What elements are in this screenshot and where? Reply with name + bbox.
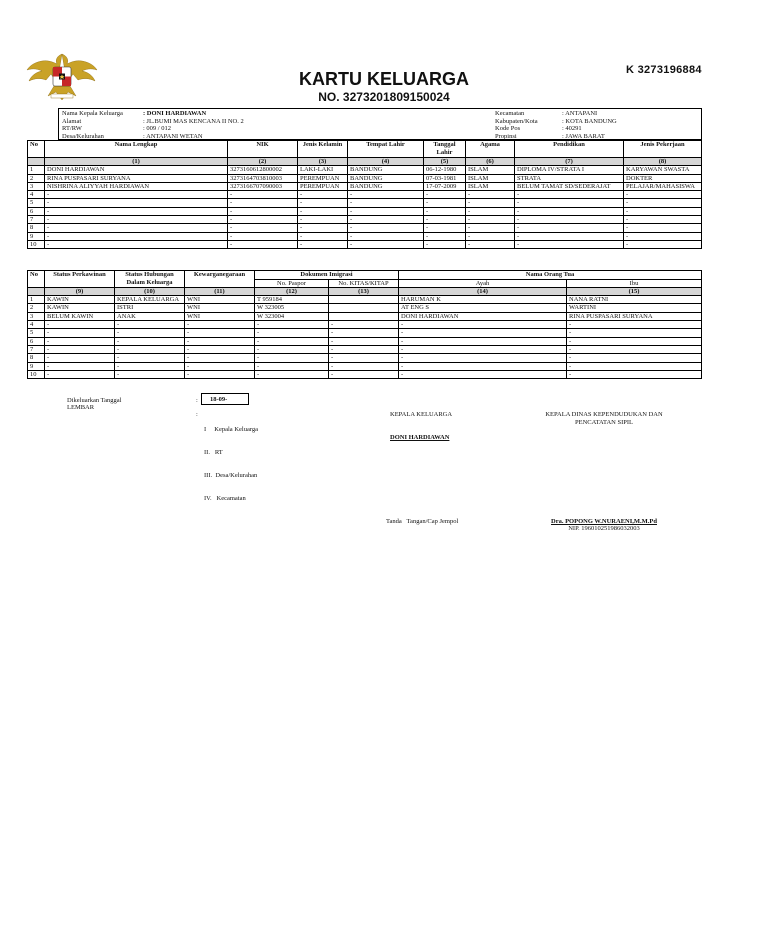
table-row [28,296,702,304]
number-cell: (14) [399,287,567,295]
document-title: KARTU KELUARGA [299,69,469,89]
header-marital-status: Status Perkawinan [45,271,115,288]
table-cell: - [624,207,702,215]
table-cell: KAWIN [45,296,115,304]
table-row [28,321,702,329]
table-cell: - [624,191,702,199]
table-cell: - [399,329,567,337]
table-cell: - [466,232,515,240]
table-cell: - [45,329,115,337]
number-cell: (11) [185,287,255,295]
table-cell: 4 [28,191,45,199]
number-cell: (9) [45,287,115,295]
value-province: : JAWA BARAT [562,132,605,140]
label-village: Desa/Kelurahan [62,132,104,140]
card-serial-number: K 3273196884 [626,64,702,76]
table-cell: - [45,362,115,370]
table-cell: 9 [28,232,45,240]
table-cell: - [515,232,624,240]
table-cell: 3273166707090003 [228,182,298,190]
header-occupation: Jenis Pekerjaan [624,141,702,158]
table-row [28,199,702,207]
table-cell: - [348,240,424,248]
table-cell: AT ENG S [399,304,567,312]
table-row [28,312,702,320]
table-cell: RINA PUSPASARI SURYANA [45,174,228,182]
table-cell: - [329,370,399,378]
table-row [28,362,702,370]
table-cell: - [228,232,298,240]
table-cell: WNI [185,296,255,304]
table-cell: 7 [28,216,45,224]
table-row [28,304,702,312]
table-cell: - [45,370,115,378]
header-nik: NIK [228,141,298,158]
table-cell: - [255,329,329,337]
table-cell: - [228,224,298,232]
number-cell: (10) [115,287,185,295]
table-cell: - [348,191,424,199]
table-cell: - [515,191,624,199]
family-members-table [27,140,702,249]
table-cell: - [399,354,567,362]
table-cell: 3 [28,182,45,190]
table-cell: W 323004 [255,312,329,320]
table-cell: 06-12-1980 [424,166,466,174]
table-cell: - [399,321,567,329]
table-cell: DOKTER [624,174,702,182]
table1-header-row [28,141,702,158]
table-cell: - [466,240,515,248]
table-row [28,232,702,240]
header-education: Pendidikan [515,141,624,158]
table-cell: - [329,362,399,370]
table-cell: - [45,345,115,353]
table-cell: - [466,216,515,224]
table-cell: NANA RATNI [567,296,702,304]
table-row [28,329,702,337]
table-cell: - [298,199,348,207]
table-cell: RINA PUSPASARI SURYANA [567,312,702,320]
table-cell: 10 [28,240,45,248]
table-cell: HARUMAN K [399,296,567,304]
table-cell: - [255,337,329,345]
table-cell: 6 [28,207,45,215]
header-right-labels [495,110,538,140]
table-cell: - [115,329,185,337]
value-district: : ANTAPANI [562,110,598,117]
table-cell: - [567,321,702,329]
table-cell: ISLAM [466,182,515,190]
table-cell: 2 [28,304,45,312]
header-immigration-docs: Dokumen Imigrasi [255,271,399,280]
table-cell: - [115,370,185,378]
table-cell: - [45,216,228,224]
table-cell: - [624,232,702,240]
header-full-name: Nama Lengkap [45,141,228,158]
table-cell: - [228,207,298,215]
table-row [28,224,702,232]
number-cell: (12) [255,287,329,295]
issued-date-value: 18-09- [201,393,249,405]
table-cell: - [624,224,702,232]
label-head-name: Nama Kepala Keluarga [62,110,123,117]
table-cell: 07-03-1981 [424,174,466,182]
sheet-distribution-list [204,411,258,510]
table-cell: - [228,216,298,224]
number-cell [28,287,45,295]
number-cell: (1) [45,158,228,166]
header-sex: Jenis Kelamin [298,141,348,158]
table-cell: BELUM KAWIN [45,312,115,320]
sheet-item: I Kepala Keluarga [204,426,259,434]
table-cell: - [424,240,466,248]
table-cell: - [298,191,348,199]
table-cell: BELUM TAMAT SD/SEDERAJAT [515,182,624,190]
table-row [28,345,702,353]
header-parents: Nama Orang Tua [399,271,702,280]
table-cell: - [424,232,466,240]
table-cell: - [399,362,567,370]
table-cell: 3 [28,312,45,320]
table-cell: - [45,240,228,248]
table-cell: - [567,329,702,337]
value-address: : JL.BUMI MAS KENCANA II NO. 2 [143,117,244,125]
number-cell: (8) [624,158,702,166]
table-cell: 4 [28,321,45,329]
header-no: No [28,271,45,288]
table-row [28,370,702,378]
table-cell: - [185,337,255,345]
table-cell: ISTRI [115,304,185,312]
table-cell: - [115,337,185,345]
table-cell: - [298,224,348,232]
table-cell: - [185,362,255,370]
table-cell: BANDUNG [348,174,424,182]
number-cell: (3) [298,158,348,166]
table-cell: - [298,232,348,240]
header-birthplace: Tempat Lahir [348,141,424,158]
table-cell: - [424,224,466,232]
table-cell: - [329,321,399,329]
table-cell: - [185,370,255,378]
table-cell: - [567,354,702,362]
table-cell: 2 [28,174,45,182]
department-title-line1: KEPALA DINAS KEPENDUDUKAN DAN [545,411,663,418]
table-cell: - [348,199,424,207]
table-cell: - [45,191,228,199]
sheet-colon: : [196,411,198,418]
table1-number-row [28,158,702,166]
table-cell: - [185,321,255,329]
number-cell: (2) [228,158,298,166]
table2-header-row [28,271,702,280]
official-name: Dra. POPONG W.NURAENI,M.M.Pd [551,518,657,525]
table-cell: - [45,354,115,362]
table-row [28,337,702,345]
table-cell: - [228,191,298,199]
table-cell: - [115,345,185,353]
table-cell: - [515,199,624,207]
table-cell: - [329,329,399,337]
table-cell: - [45,232,228,240]
value-postal-code: : 40291 [562,125,582,133]
table-cell: - [399,337,567,345]
table-cell: KARYAWAN SWASTA [624,166,702,174]
table-cell: PEREMPUAN [298,182,348,190]
table-cell: - [466,191,515,199]
family-head-name: DONI HARDIAWAN [390,434,450,441]
number-cell: (7) [515,158,624,166]
table-cell: PELAJAR/MAHASISWA [624,182,702,190]
table-cell: ISLAM [466,166,515,174]
subheader-father: Ayah [399,279,567,287]
number-cell: (13) [329,287,399,295]
table-cell: - [567,370,702,378]
table-cell: - [115,354,185,362]
table-cell: - [185,329,255,337]
header-no: No [28,141,45,158]
table-cell: - [624,216,702,224]
table-row [28,240,702,248]
table-cell: - [466,224,515,232]
table-cell: ANAK [115,312,185,320]
table-cell: DONI HARDIAWAN [45,166,228,174]
table-cell: NISHRINA ALIYYAH HARDIAWAN [45,182,228,190]
table-cell: 10 [28,370,45,378]
table-cell: - [567,362,702,370]
header-birthdate: Tanggal Lahir [424,141,466,158]
table-row [28,216,702,224]
family-head-title: KEPALA KELUARGA [390,411,453,418]
table-cell: - [424,207,466,215]
table-cell: - [348,207,424,215]
table-cell: STRATA [515,174,624,182]
table-cell: - [515,216,624,224]
table-cell: - [228,240,298,248]
official-nip: NIP. 196010251986032003 [568,525,640,532]
label-address: Alamat [62,117,82,125]
table-cell: - [255,354,329,362]
table-cell: - [115,321,185,329]
table-row [28,174,702,182]
label-postal-code: Kode Pos [495,125,521,133]
subheader-passport: No. Paspor [255,279,329,287]
table-cell: - [424,199,466,207]
table-cell: - [298,240,348,248]
table-cell: - [45,224,228,232]
value-village: : ANTAPANI WETAN [143,132,203,140]
issued-date-colon: : [196,397,198,404]
table-cell: KEPALA KELUARGA [115,296,185,304]
sheet-label: LEMBAR [67,404,95,411]
header-religion: Agama [466,141,515,158]
sheet-item: IV. Kecamatan [204,494,246,502]
table-cell: 3273160612800002 [228,166,298,174]
table-cell: WNI [185,304,255,312]
table-cell: 9 [28,362,45,370]
table-cell: - [255,362,329,370]
header-citizenship: Kewarganegaraan [185,271,255,288]
table-cell: 8 [28,354,45,362]
table-cell: - [348,224,424,232]
header-left-labels [62,110,123,140]
table-cell: - [424,216,466,224]
table-cell: - [466,207,515,215]
table-cell: - [45,199,228,207]
number-cell: (5) [424,158,466,166]
table-cell: - [115,362,185,370]
label-rt-rw: RT/RW [62,125,82,133]
sheet-item: III. Desa/Kelurahan [204,471,258,479]
table-cell: - [255,321,329,329]
table-cell: - [515,207,624,215]
table-cell: - [298,207,348,215]
subheader-mother: Ibu [567,279,702,287]
table-cell: - [298,216,348,224]
table-cell: - [228,199,298,207]
table-cell [329,312,399,320]
table-cell: 5 [28,199,45,207]
sheet-item: II. RT [204,448,223,456]
table-cell: - [424,191,466,199]
table-cell: - [567,337,702,345]
table-cell: - [348,216,424,224]
label-city: Kabupaten/Kota [495,117,538,125]
table-cell: - [515,240,624,248]
table-cell: 6 [28,337,45,345]
number-cell [28,158,45,166]
table-cell: 3273164703810003 [228,174,298,182]
number-cell: (4) [348,158,424,166]
table-cell: DIPLOMA IV/STRATA I [515,166,624,174]
table-cell: BANDUNG [348,166,424,174]
table-row [28,207,702,215]
table-cell: - [255,370,329,378]
table-cell: - [329,345,399,353]
header-relationship: Status Hubungan Dalam Keluarga [115,271,185,288]
table-cell: - [466,199,515,207]
family-card-number: NO. 3273201809150024 [318,90,450,104]
table2-number-row [28,287,702,295]
issued-date-label: Dikeluarkan Tanggal [67,397,122,404]
table-cell: - [185,345,255,353]
table-cell: - [567,345,702,353]
header-right-values [562,110,617,140]
label-district: Kecamatan [495,110,525,117]
label-province: Propinsi [495,132,517,140]
table-cell: - [624,199,702,207]
table-cell: KAWIN [45,304,115,312]
value-rt-rw: : 009 / 012 [143,125,171,133]
table-cell: 7 [28,345,45,353]
value-city: : KOTA BANDUNG [562,117,617,125]
table-cell: - [185,354,255,362]
number-cell: (6) [466,158,515,166]
value-head-name: : DONI HARDIAWAN [143,110,207,117]
table-cell: 8 [28,224,45,232]
table-cell: 17-07-2009 [424,182,466,190]
table-cell: - [45,337,115,345]
table-cell: 1 [28,166,45,174]
department-title-line2: PENCATATAN SIPIL [574,419,633,426]
table-cell: T 959184 [255,296,329,304]
table-cell: - [329,337,399,345]
table-cell: 1 [28,296,45,304]
header-left-values [143,110,244,140]
table-cell: 5 [28,329,45,337]
table-cell: - [515,224,624,232]
table-cell: - [399,370,567,378]
table-cell [329,304,399,312]
subheader-kitas: No. KITAS/KITAP [329,279,399,287]
table-cell: BANDUNG [348,182,424,190]
table-cell: DONI HARDIAWAN [399,312,567,320]
table-cell: W 323005 [255,304,329,312]
table-cell: LAKI-LAKI [298,166,348,174]
table-cell: PEREMPUAN [298,174,348,182]
signature-label: Tanda Tangan/Cap Jempol [386,518,459,525]
table-cell: - [45,207,228,215]
table-cell: - [624,240,702,248]
table-cell: ISLAM [466,174,515,182]
table-cell: - [399,345,567,353]
table-row [28,166,702,174]
table-row [28,354,702,362]
table-cell: - [348,232,424,240]
table-cell: WARTINI [567,304,702,312]
table-row [28,191,702,199]
table-cell: - [255,345,329,353]
table-row [28,182,702,190]
family-info-box [58,108,702,140]
family-status-table [27,270,702,379]
number-cell: (15) [567,287,702,295]
table-cell [329,296,399,304]
table-cell: - [329,354,399,362]
table-cell: - [45,321,115,329]
table-cell: WNI [185,312,255,320]
